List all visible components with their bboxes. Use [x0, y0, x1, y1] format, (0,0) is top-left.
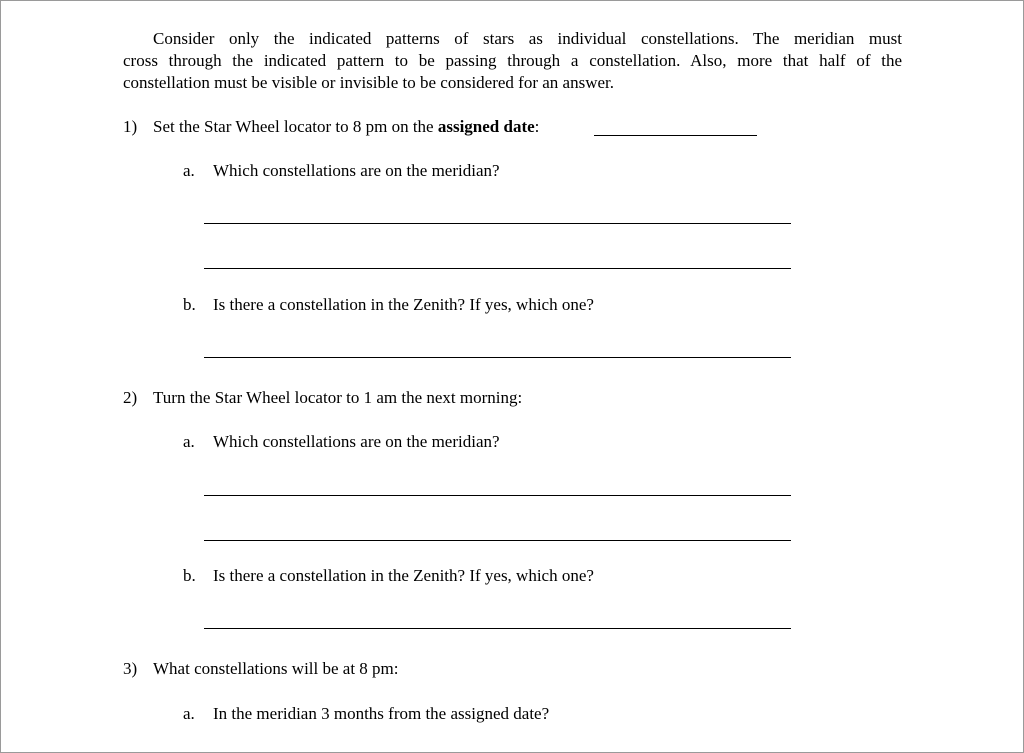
question-2a-answer-line-2[interactable]	[204, 540, 791, 541]
question-1a-answer-line-1[interactable]	[204, 223, 791, 224]
question-2-number: 2)	[123, 388, 138, 407]
question-1b-text: Is there a constellation in the Zenith? If yes, which one?	[213, 295, 594, 314]
question-1b-answer-line[interactable]	[204, 357, 791, 358]
question-2b-text: Is there a constellation in the Zenith? If yes, which one?	[213, 566, 594, 585]
question-1-text	[153, 117, 539, 137]
question-2b-letter: b.	[183, 566, 196, 585]
instructions-line-1: Consider only the indicated patterns of stars as individual constellations. The meridian must	[153, 29, 902, 48]
question-3-text: What constellations will be at 8 pm:	[153, 659, 399, 678]
question-1a-letter: a.	[183, 161, 195, 180]
question-2-text: Turn the Star Wheel locator to 1 am the next morning:	[153, 388, 523, 407]
question-3a-text: In the meridian 3 months from the assigned date?	[213, 704, 550, 723]
question-1-number: 1)	[123, 117, 138, 136]
question-3a-letter: a.	[183, 704, 195, 723]
question-2b-answer-line[interactable]	[204, 628, 791, 629]
question-1a-answer-line-2[interactable]	[204, 268, 791, 269]
question-1b-letter: b.	[183, 295, 196, 314]
assigned-date-blank[interactable]	[594, 135, 757, 136]
question-2a-answer-line-1[interactable]	[204, 495, 791, 496]
question-1a-text: Which constellations are on the meridian?	[213, 161, 500, 180]
instructions-paragraph	[123, 28, 902, 94]
question-2a-letter: a.	[183, 432, 195, 451]
instructions-line-3: constellation must be visible or invisible to be considered for an answer.	[123, 73, 614, 92]
question-1-bold: assigned date	[437, 117, 535, 136]
question-2a-text: Which constellations are on the meridian?	[213, 432, 500, 451]
question-1-prefix: Set the Star Wheel locator to 8 pm on the	[153, 117, 438, 136]
question-3-number: 3)	[123, 659, 138, 678]
instructions-line-2: cross through the indicated pattern to be passing through a constellation. Also, more that half of the	[123, 51, 902, 70]
question-1-suffix: :	[534, 117, 540, 136]
